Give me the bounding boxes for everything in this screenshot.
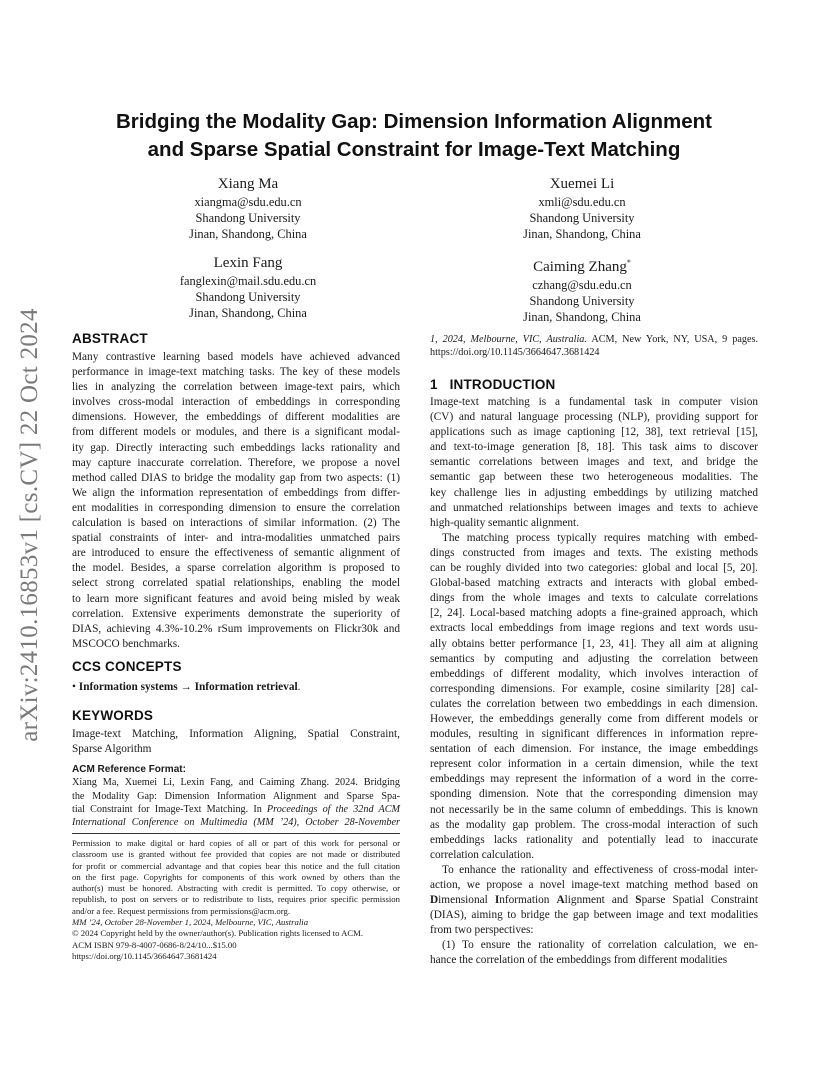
ccs-line [72,680,400,695]
intro-line: Image-text matching is a fundamental task in computer vision [430,396,758,408]
permission-line: and/or a fee. Request permissions from permissions@acm.org. [72,905,290,916]
intro-line: However, the embeddings generally come from different models or [430,712,758,725]
keywords-line: Image-text Matching, Information Aligning, Spatial Constraint, [72,728,400,740]
abstract-line: ent modalities in corresponding dimension to ensure the correlation [72,501,400,514]
intro-line: hance the correlation of the embeddings from different modalities [430,954,728,967]
arxiv-sidebar [10,290,50,760]
acronym-word: lignment and [564,894,636,907]
author-name-line [462,253,702,277]
acm-reference-line-3 [72,803,400,816]
ccs-concept: Information systems [78,681,178,693]
acm-proceedings: Proceedings of the 32nd ACM [266,803,400,815]
intro-line: ally obtains better performance [1, 23, 41]. They all aim at aligning [430,637,758,650]
intro-line: and unmatched relationships between images and texts to achieve [430,501,758,514]
acm-reference-line: the Modality Gap: Dimension Information Alignment and Sparse Spa- [72,790,400,802]
abstract-body [72,350,400,652]
abstract-line: from different models or modules, and there is a significant modal- [72,426,400,439]
author-location: Jinan, Shandong, China [523,310,641,324]
author-email: czhang@sdu.edu.cn [532,278,632,292]
copyright-notice: © 2024 Copyright held by the owner/author(s). Publication rights licensed to ACM. [72,928,364,939]
isbn-notice: ACM ISBN 979-8-4007-0686-8/24/10...$15.00 [72,939,237,950]
abstract-line: involves cross-modal interaction of embeddings in corresponding [72,396,400,409]
section-title: INTRODUCTION [449,377,556,392]
intro-paragraph [430,395,758,531]
author-block-3 [128,253,368,321]
abstract-line: method called DIAS to bridge the modality gap from two aspects: (1) [72,471,400,484]
keywords-heading: KEYWORDS [72,708,154,723]
abstract-line: calculation is based on interactions of similar information. (2) The [72,517,400,530]
intro-line: high-quality semantic alignment. [430,516,580,529]
intro-heading [430,377,758,392]
intro-line: can be roughly divided into two categories: global and local [5, 20]. [430,562,758,575]
acronym-letter: I [494,894,500,907]
ccs-heading: CCS CONCEPTS [72,659,182,674]
intro-line: and text-to-image generation [8, 18]. This task aims to discover [430,441,758,454]
author-name: Lexin Fang [213,255,283,271]
intro-line: semantic correlations between images and text, and bridge the [430,456,758,469]
abstract-line: may capture inaccurate correlation. Therefore, we propose a novel [72,456,400,469]
author-email: xiangma@sdu.edu.cn [194,195,302,209]
acm-reference-text: tial Constraint for Image-Text Matching. In [72,803,267,815]
intro-line: embeddings may represent the information of a word in the corre- [430,773,758,786]
intro-line: embeddings of different modality, which involves interaction of [430,667,758,680]
footnote-rule [72,833,400,834]
author-location: Jinan, Shandong, China [189,227,307,241]
abstract-line: the model. Besides, a sparse correlation algorithm is proposed to [72,562,400,575]
abstract-line: Many contrastive learning based models have achieved advanced [72,351,400,363]
acm-doi-link[interactable]: https://doi.org/10.1145/3664647.3681424 [430,347,600,359]
acm-reference-cont-line [430,333,758,346]
intro-line: culates the correlation between two embeddings in each dimension. [430,697,758,710]
abstract-line: performance in image-text matching tasks. The key of these models [72,366,400,379]
intro-paragraph [430,938,758,968]
acronym-letter: D [430,894,439,907]
acronym-word: nformation [499,894,557,907]
ccs-arrow: → [180,681,192,693]
ccs-period: . [297,681,301,693]
author-affiliation: Shandong University [195,290,301,304]
author-affiliation: Shandong University [529,294,635,308]
intro-line: dings constructed from images and texts. The existing methods [430,546,758,559]
conference-notice: MM ’24, October 28-November 1, 2024, Melbourne, VIC, Australia [72,917,309,928]
keywords-line: Sparse Algorithm [72,743,152,756]
abstract-line: MSCOCO benchmarks. [72,637,180,650]
acronym-letter: A [556,894,565,907]
intro-line: represent color information in a certain dimension, while the text [430,758,758,771]
acm-reference-continued [430,333,758,360]
intro-line: as the modality gap problem. The cross-modal interaction of such [430,818,758,831]
intro-paragraph [430,531,758,863]
intro-line: semantic gap between these two heterogeneous modalities. The [430,471,758,484]
section-number: 1 [430,377,438,392]
acm-reference-line: Xiang Ma, Xuemei Li, Lexin Fang, and Caiming Zhang. 2024. Bridging [72,777,400,789]
ccs-subconcept: Information retrieval [194,681,298,693]
intro-line: sponding dimension. Note that the corresponding dimension may [430,788,758,801]
author-affiliation: Shandong University [195,211,301,225]
acronym-word: parse Spatial Constraint [641,894,758,907]
acronym-letter: S [635,894,642,907]
acm-reference [72,763,400,829]
abstract-heading: ABSTRACT [72,331,148,346]
abstract-line: are introduced to ensure the effectiveness of semantic alignment of [72,547,400,560]
abstract-line: dimensions. However, the embeddings of different modalities are [72,411,400,424]
intro-line: key challenge lies in adjusting embeddings by utilizing matched [430,486,758,499]
author-name: Xiang Ma [217,176,279,192]
permission-line: for profit or commercial advantage and that copies bear this notice and the full citation [72,860,400,871]
author-email: xmli@sdu.edu.cn [538,195,626,209]
permission-line: republish, to post on servers or to redistribute to lists, requires prior specific permission [72,894,400,905]
author-location: Jinan, Shandong, China [523,227,641,241]
dias-acronym-line [430,893,758,908]
intro-line: action, we propose a novel image-text matching method based on [430,879,758,891]
arxiv-identifier: arXiv:2410.16853v1 [cs.CV] 22 Oct 2024 [16,308,43,742]
abstract-line: correlation. Extensive experiments demonstrate the superiority of [72,607,400,620]
intro-line: To enhance the rationality and effectiveness of cross-modal inter- [442,863,758,876]
intro-line: correlation calculation. [430,848,535,861]
intro-line: (DIAS), aiming to bridge the gap between image and text modalities [430,909,758,922]
intro-paragraph [430,863,758,938]
corresponding-author-mark: * [626,258,631,267]
title-line-1: Bridging the Modality Gap: Dimension Information Alignment [115,110,712,133]
acm-reference-heading: ACM Reference Format: [72,764,186,775]
keywords-body [72,727,400,757]
abstract-line: DIAS, achieving 4.3%-10.2% rSum improvements on Flickr30k and [72,622,400,635]
acm-venue-date: 1, 2024, Melbourne, VIC, Australia. [430,334,587,345]
author-name: Caiming Zhang [533,259,627,275]
author-affiliation: Shandong University [529,211,635,225]
permission-line: author(s) must be honored. Abstracting with credit is permitted. To copy otherwise, or [72,883,400,894]
permission-line: on the first page. Copyrights for components of this work owned by others than the [72,871,400,882]
abstract-line: lies in analyzing the correlation between image-text pairs, which [72,381,400,394]
abstract-line: ity gap. Directly interacting such embeddings lacks rationality and [72,441,400,454]
author-name: Xuemei Li [549,176,615,192]
intro-line: corresponding dimensions. For example, cosine similarity [28] cal- [430,682,758,695]
doi-link[interactable]: https://doi.org/10.1145/3664647.3681424 [72,950,217,961]
author-block-2 [462,174,702,242]
permission-block [72,838,400,962]
acm-conference-line: International Conference on Multimedia (MM ’24), October 28-November [72,817,400,829]
permission-notice [72,838,400,917]
intro-line: from two perspectives: [430,924,534,937]
author-block-1 [128,174,368,242]
abstract-line: select strong correlated spatial relationships, enabling the model [72,577,400,590]
intro-line: dings from the whole images and texts to calculate correlations [430,592,758,605]
intro-body [430,395,758,969]
abstract-line: to learn more significant features and avoid being misled by weak [72,592,400,605]
abstract-line: spatial constraints of inter- and intra-modalities unmatched pairs [72,532,400,545]
paper-title [60,108,768,164]
intro-line: Global-based matching extracts and interacts with global embed- [430,577,758,590]
intro-line: semantics by computing and adjusting the correlation between [430,652,758,665]
intro-line: [2, 24]. Local-based matching adopts a fine-grained approach, which [430,607,758,620]
author-location: Jinan, Shandong, China [189,306,307,320]
title-line-2: and Sparse Spatial Constraint for Image-Text Matching [147,138,681,161]
intro-line: sentation of each dimension. For instance, the image embeddings [430,743,758,756]
author-block-4 [462,253,702,325]
intro-line: not necessarily be in the same column of embeddings. This is known [430,803,758,816]
permission-line: classroom use is granted without fee provided that copies are not made or distributed [72,849,400,860]
intro-line: extracts local embeddings from image regions and text words usu- [430,622,758,635]
intro-line: embeddings lacks rationality and potentially lead to inaccurate [430,833,758,846]
author-email: fanglexin@mail.sdu.edu.cn [179,274,317,288]
permission-line: Permission to make digital or hard copies of all or part of this work for personal or [72,838,400,848]
ccs-bullet: • [72,681,76,693]
intro-line: (CV) and natural language processing (NLP), providing support for [430,411,758,424]
intro-line: (1) To ensure the rationality of correlation calculation, we en- [442,939,758,952]
intro-line: modules, resulting in significant differences in information repre- [430,728,758,741]
acronym-word: imensional [438,894,495,907]
acm-publisher: ACM, New York, NY, USA, 9 pages. [586,334,758,345]
intro-line: applications such as image captioning [12, 38], text retrieval [15], [430,426,758,439]
intro-line: The matching process typically requires matching with embed- [442,531,758,544]
abstract-line: We align the information representation of embeddings from differ- [72,486,400,499]
